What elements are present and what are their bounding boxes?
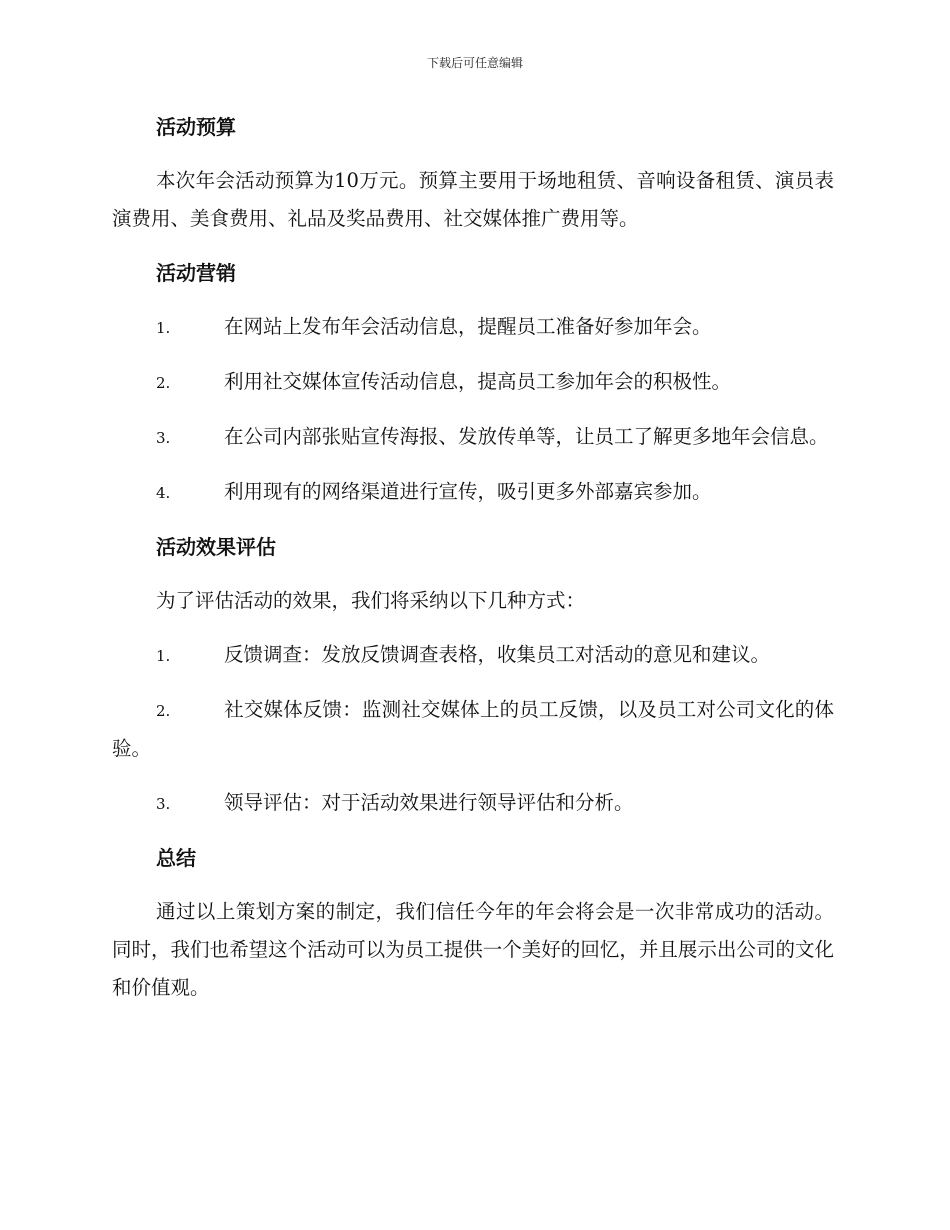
header-note: 下载后可任意编辑 bbox=[426, 56, 523, 70]
list-text: 在网站上发布年会活动信息，提醒员工准备好参加年会。 bbox=[224, 315, 712, 338]
list-number: 4. bbox=[156, 484, 171, 502]
list-text: 在公司内部张贴宣传海报、发放传单等，让员工了解更多地年会信息。 bbox=[224, 425, 829, 448]
list-text: 领导评估：对于活动效果进行领导评估和分析。 bbox=[224, 791, 634, 814]
list-number: 1. bbox=[156, 647, 171, 665]
list-item bbox=[112, 418, 834, 457]
summary-heading: 总结 bbox=[156, 846, 196, 870]
list-text: 利用社交媒体宣传活动信息，提高员工参加年会的积极性。 bbox=[224, 370, 732, 393]
summary-paragraph: 通过以上策划方案的制定，我们信任今年的年会将会是一次非常成功的活动。同时，我们也希望这个活动可以为员工提供一个美好的回忆，并且展示出公司的文化和价值观。 bbox=[112, 900, 834, 999]
list-number: 2. bbox=[156, 374, 171, 392]
list-number: 3. bbox=[156, 795, 171, 813]
list-item bbox=[112, 308, 834, 347]
marketing-heading: 活动营销 bbox=[156, 261, 236, 285]
list-text: 反馈调查：发放反馈调查表格，收集员工对活动的意见和建议。 bbox=[224, 643, 771, 666]
list-number: 2. bbox=[156, 702, 171, 720]
list-text: 利用现有的网络渠道进行宣传，吸引更多外部嘉宾参加。 bbox=[224, 480, 712, 503]
list-item bbox=[112, 363, 834, 402]
evaluation-intro: 为了评估活动的效果，我们将采纳以下几种方式： bbox=[156, 589, 586, 612]
evaluation-heading: 活动效果评估 bbox=[156, 535, 276, 559]
list-item bbox=[112, 784, 834, 823]
list-number: 3. bbox=[156, 429, 171, 447]
budget-paragraph: 本次年会活动预算为10万元。预算主要用于场地租赁、音响设备租赁、演员表演费用、美食费用、礼品及奖品费用、社交媒体推广费用等。 bbox=[112, 169, 834, 230]
list-item bbox=[112, 473, 834, 512]
list-number: 1. bbox=[156, 319, 171, 337]
budget-heading: 活动预算 bbox=[156, 115, 236, 139]
list-text: 社交媒体反馈：监测社交媒体上的员工反馈，以及员工对公司文化的体验。 bbox=[112, 698, 834, 760]
list-item bbox=[112, 636, 834, 675]
list-item bbox=[112, 691, 834, 768]
document-body bbox=[112, 108, 834, 1007]
